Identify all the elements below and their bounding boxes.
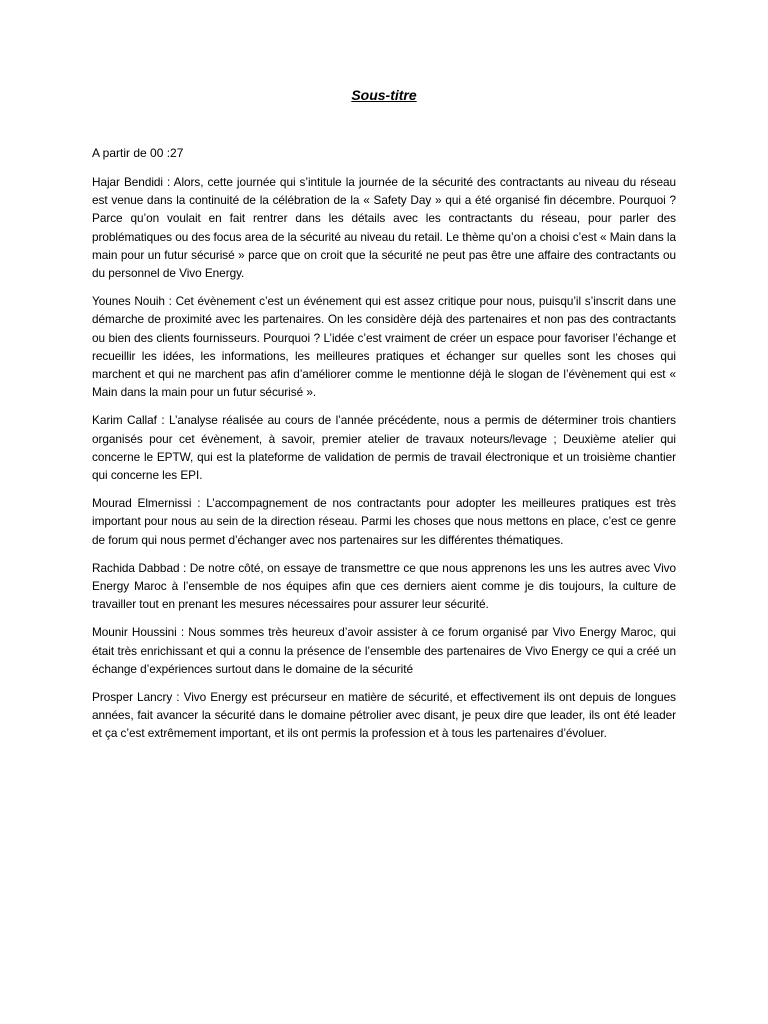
transcript-paragraph-younes-nouih: Younes Nouih : Cet évènement c’est un événement qui est assez critique pour nous, puisqu’il s’inscrit dans une démarche de proximité avec les partenaires. On les considère déjà des partenaires et non pas des contractants ou bien des clients fournisseurs. Pourquoi ? L’idée c’est vraiment de créer un espace pour favoriser l’échange et recueillir les idées, les informations, les meilleures pratiques et échanger sur quelles sont les choses qui marchent et qui ne marchent pas afin d’améliorer comme le mentionne déjà le slogan de l’évènement qui est « Main dans la main pour un futur sécurisé ». [92,294,676,400]
transcript-paragraph-hajar-bendidi: Hajar Bendidi : Alors, cette journée qui s’intitule la journée de la sécurité des contractants au niveau du réseau est venue dans la continuité de la célébration de la « Safety Day » qui a été organisé fin décembre. Pourquoi ? Parce qu’on voulait en fait rentrer dans les détails avec les contractants du réseau, pour parler des problématiques ou des focus area de la sécurité au niveau du retail. Le thème qu’on a choisi c’est « Main dans la main pour un futur sécurisé » parce que on croit que la sécurité ne peut pas être une affaire des contractants ou du personnel de Vivo Energy. [92,175,676,281]
transcript-paragraph-prosper-lancry: Prosper Lancry : Vivo Energy est précurseur en matière de sécurité, et effectivement ils ont depuis de longues années, fait avancer la sécurité dans le domaine pétrolier avec disant, je peux dire que leader, ils ont été leader et ça c’est extrêmement important, et ils ont permis la profession et à tous les partenaires d’évoluer. [92,690,676,741]
transcript-paragraph-karim-callaf: Karim Callaf : L’analyse réalisée au cours de l’année précédente, nous a permis de déterminer trois chantiers organisés pour cet évènement, à savoir, premier atelier de travaux noteurs/levage ; Deuxième atelier qui concerne le EPTW, qui est la plateforme de validation de permis de travail électronique et un troisième chantier qui concerne les EPI. [92,413,676,483]
transcript-paragraph-mourad-elmernissi: Mourad Elmernissi : L’accompagnement de nos contractants pour adopter les meilleures pratiques est très important pour nous au sein de la direction réseau. Parmi les choses que nous mettons en place, c’est ce genre de forum qui nous permet d’échanger avec nos partenaires sur les différentes thématiques. [92,496,676,547]
transcript-body [92,173,676,753]
transcript-paragraph-mounir-houssini: Mounir Houssini : Nous sommes très heureux d’avoir assister à ce forum organisé par Vivo Energy Maroc, qui était très enrichissant et qui a connu la présence de l’ensemble des partenaires de Vivo Energy ce qui a créé un échange d’expériences surtout dans le domaine de la sécurité [92,625,676,676]
timestamp-label: A partir de 00 :27 [92,146,184,160]
page-title: Sous-titre [351,87,417,103]
transcript-paragraph-rachida-dabbad: Rachida Dabbad : De notre côté, on essaye de transmettre ce que nous apprenons les uns les autres avec Vivo Energy Maroc à l’ensemble de nos équipes afin que ces derniers aient comme je dis toujours, la culture de travailler tout en prenant les mesures nécessaires pour assurer leur sécurité. [92,560,676,612]
